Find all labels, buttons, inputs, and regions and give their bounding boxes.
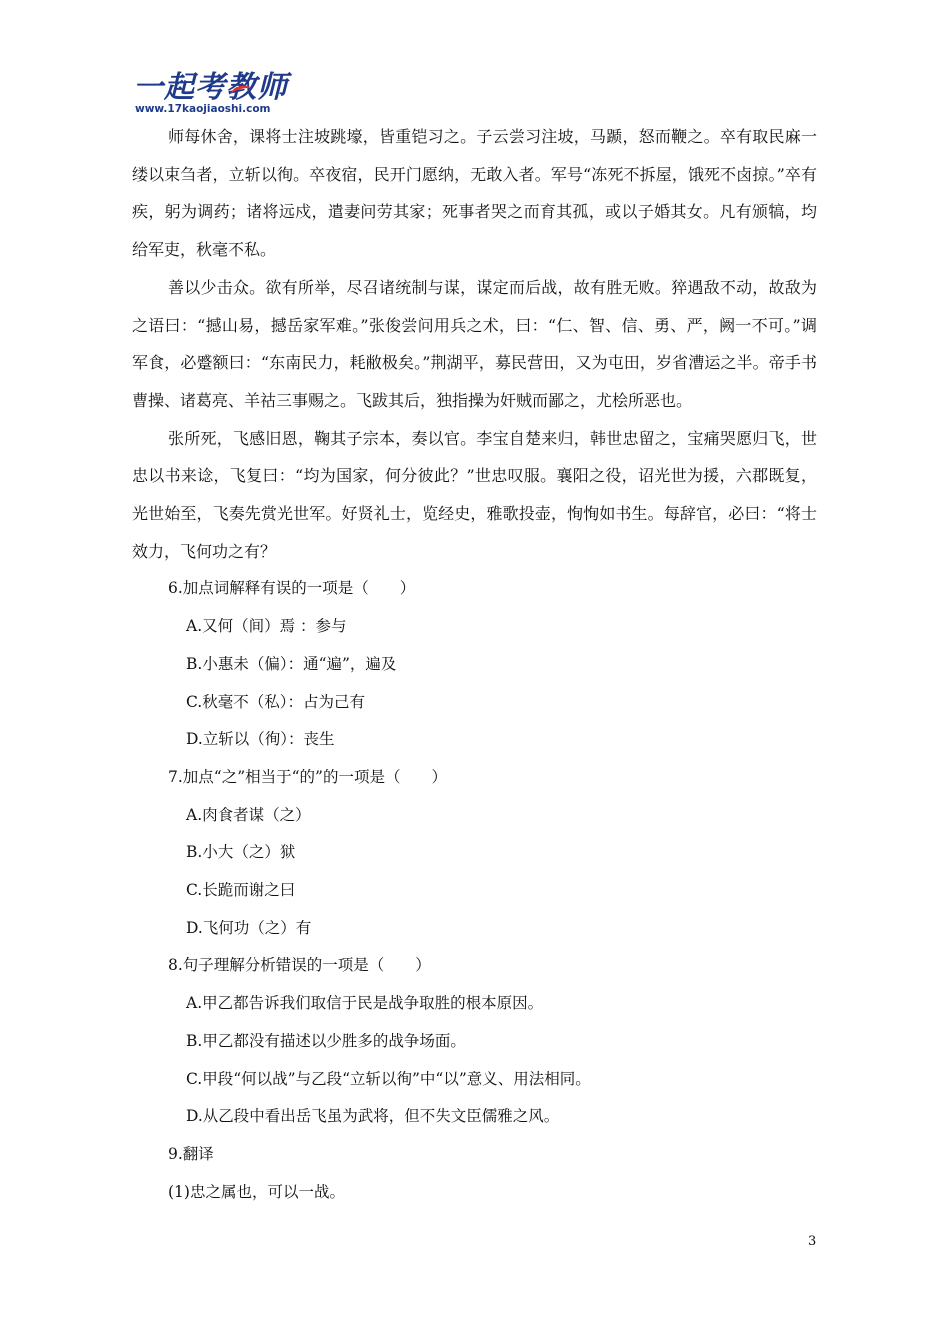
logo-title: 一起考教师 bbox=[133, 70, 288, 105]
question-9-stem: 9.翻译 bbox=[168, 1144, 214, 1163]
passage-paragraph-3: 张所死，飞感旧恩，鞠其子宗本，奏以官。李宝自楚来归，韩世忠留之，宝痛哭愿归飞，世忠以书来谂，飞复曰：“均为国家，何分彼此？”世忠叹服。襄阳之役，诏光世为援，六郡既复，光世始至，飞奏先赏光世军。好贤礼士，览经史，雅歌投壶，恂恂如书生。每辞官，必曰：“将士效力，飞何功之有？ bbox=[132, 428, 817, 561]
passage-paragraph-1: 师每休舍，课将士注坡跳壕，皆重铠习之。子云尝习注坡，马踬，怒而鞭之。卒有取民麻一缕以束刍者，立斩以徇。卒夜宿，民开门愿纳，无敢入者。军号“冻死不拆屋，饿死不卤掠。”卒有疾，躬为调药；诸将远戍，遣妻问劳其家；死事者哭之而育其孤，或以子婚其女。凡有颁犒，均给军吏，秋毫不私。 bbox=[132, 127, 817, 260]
question-6-option-a: A.又何（间）焉 ：参与 bbox=[186, 617, 347, 636]
question-8-option-b: B.甲乙都没有描述以少胜多的战争场面。 bbox=[186, 1031, 466, 1050]
question-8-stem: 8.句子理解分析错误的一项是（ ） bbox=[168, 956, 431, 975]
question-9-item-1: (1)忠之属也，可以一战。 bbox=[168, 1182, 345, 1201]
question-8-option-c: C.甲段“何以战”与乙段“立斩以徇”中“以”意义、用法相同。 bbox=[186, 1069, 591, 1088]
question-8-option-a: A.甲乙都告诉我们取信于民是战争取胜的根本原因。 bbox=[186, 994, 544, 1013]
passage-paragraph-2: 善以少击众。欲有所举，尽召诸统制与谋，谋定而后战，故有胜无败。猝遇敌不动，故敌为之语曰：“撼山易，撼岳家军难。”张俊尝问用兵之术，曰：“仁、智、信、勇、严，阙一不可。”调军食，必蹙额曰：“东南民力，耗敝极矣。”荆湖平，募民营田，又为屯田，岁省漕运之半。帝手书曹操、诸葛亮、羊祜三事赐之。飞跋其后，独指操为奸贼而鄙之，尤桧所恶也。 bbox=[132, 277, 817, 410]
document-body bbox=[132, 118, 817, 1211]
question-6-option-b: B.小惠未（偏）：通“遍”，遍及 bbox=[186, 654, 397, 673]
site-logo bbox=[133, 72, 303, 116]
question-7-stem: 7.加点“之”相当于“的”的一项是（ ） bbox=[168, 767, 447, 786]
question-6-option-c: C.秋毫不（私）：占为己有 bbox=[186, 692, 365, 711]
page-number: 3 bbox=[808, 1234, 817, 1249]
question-6-stem: 6.加点词解释有误的一项是（ ） bbox=[168, 579, 416, 598]
question-6-option-d: D.立斩以（徇）：丧生 bbox=[186, 730, 335, 749]
question-7-option-a: A.肉食者谋（之） bbox=[186, 805, 311, 824]
question-7-option-c: C.长跪而谢之曰 bbox=[186, 881, 296, 900]
question-8-option-d: D.从乙段中看出岳飞虽为武将，但不失文臣儒雅之风。 bbox=[186, 1107, 560, 1126]
logo-url: www.17kaojiaoshi.com bbox=[135, 103, 271, 115]
question-7-option-b: B.小大（之）狱 bbox=[186, 843, 296, 862]
question-7-option-d: D.飞何功（之）有 bbox=[186, 918, 312, 937]
